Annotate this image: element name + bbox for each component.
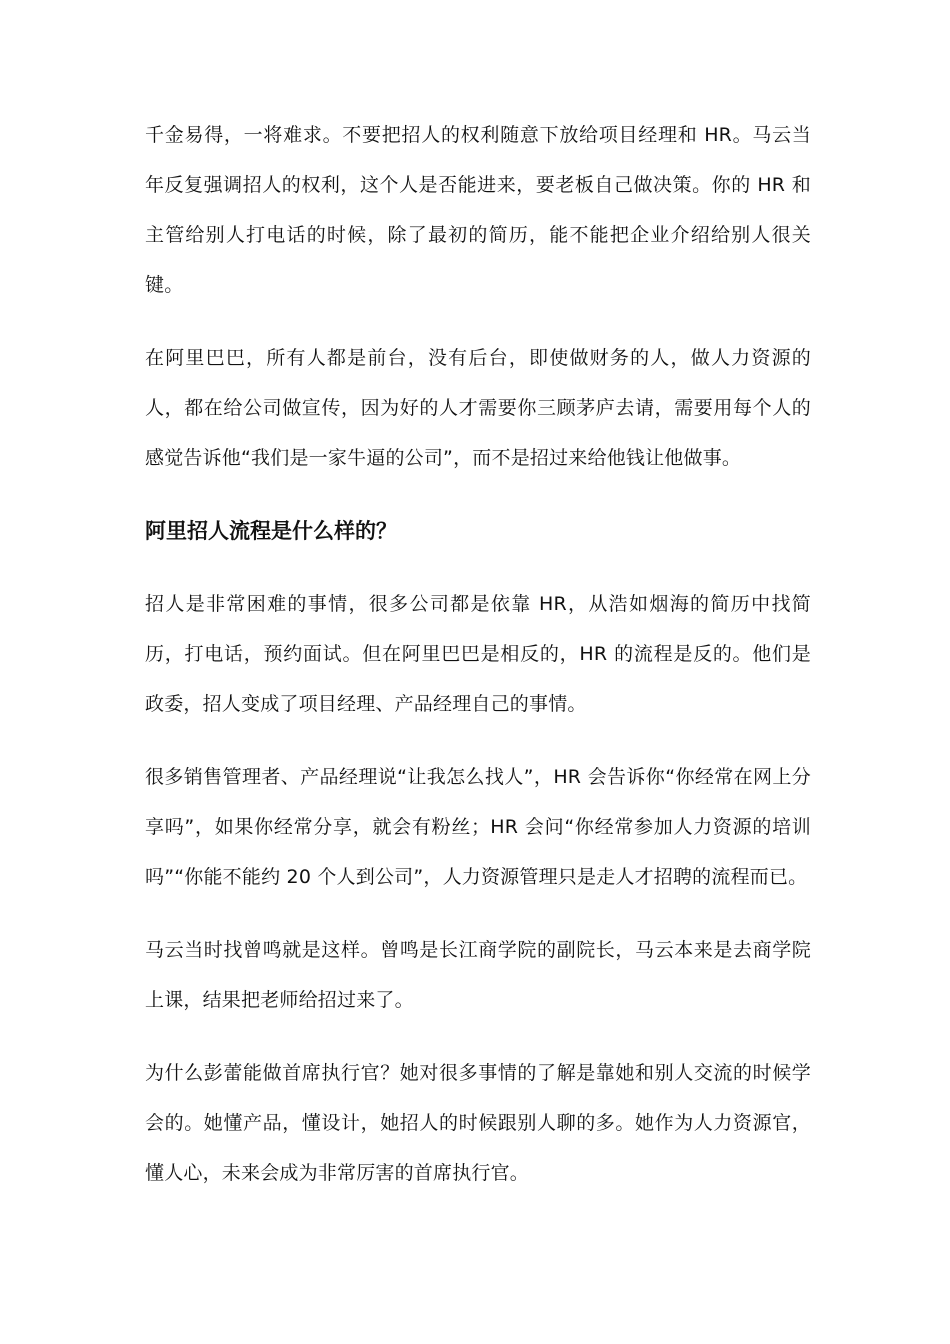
paragraph-hr-questions: 很多销售管理者、产品经理说“让我怎么找人”，HR 会告诉你“你经常在网上分享吗”，如果你经常分享，就会有粉丝；HR 会问“你经常参加人力资源的培训吗”“你能不能约 20 个人到公司”，人力资源管理只是走人才招聘的流程而已。 xyxy=(145,766,811,888)
paragraph-hiring-authority: 千金易得，一将难求。不要把招人的权利随意下放给项目经理和 HR。马云当年反复强调招人的权利，这个人是否能进来，要老板自己做决策。你的 HR 和主管给别人打电话的时候，除了最初的简历，能不能把企业介绍给别人很关键。 xyxy=(145,124,811,296)
document-page xyxy=(145,110,811,1221)
paragraph-hiring-difficulty: 招人是非常困难的事情，很多公司都是依靠 HR，从浩如烟海的简历中找简历，打电话，预约面试。但在阿里巴巴是相反的，HR 的流程是反的。他们是政委，招人变成了项目经理、产品经理自己的事情。 xyxy=(145,593,811,715)
paragraph-zeng-ming: 马云当时找曾鸣就是这样。曾鸣是长江商学院的副院长，马云本来是去商学院上课，结果把老师给招过来了。 xyxy=(145,939,811,1011)
paragraph-peng-lei: 为什么彭蕾能做首席执行官？她对很多事情的了解是靠她和别人交流的时候学会的。她懂产品，懂设计，她招人的时候跟别人聊的多。她作为人力资源官，懂人心，未来会成为非常厉害的首席执行官。 xyxy=(145,1062,811,1184)
paragraph-alibaba-frontstage: 在阿里巴巴，所有人都是前台，没有后台，即使做财务的人，做人力资源的人，都在给公司做宣传，因为好的人才需要你三顾茅庐去请，需要用每个人的感觉告诉他“我们是一家牛逼的公司”，而不是招过来给他钱让他做事。 xyxy=(145,347,811,469)
section-heading: 阿里招人流程是什么样的？ xyxy=(145,519,397,543)
